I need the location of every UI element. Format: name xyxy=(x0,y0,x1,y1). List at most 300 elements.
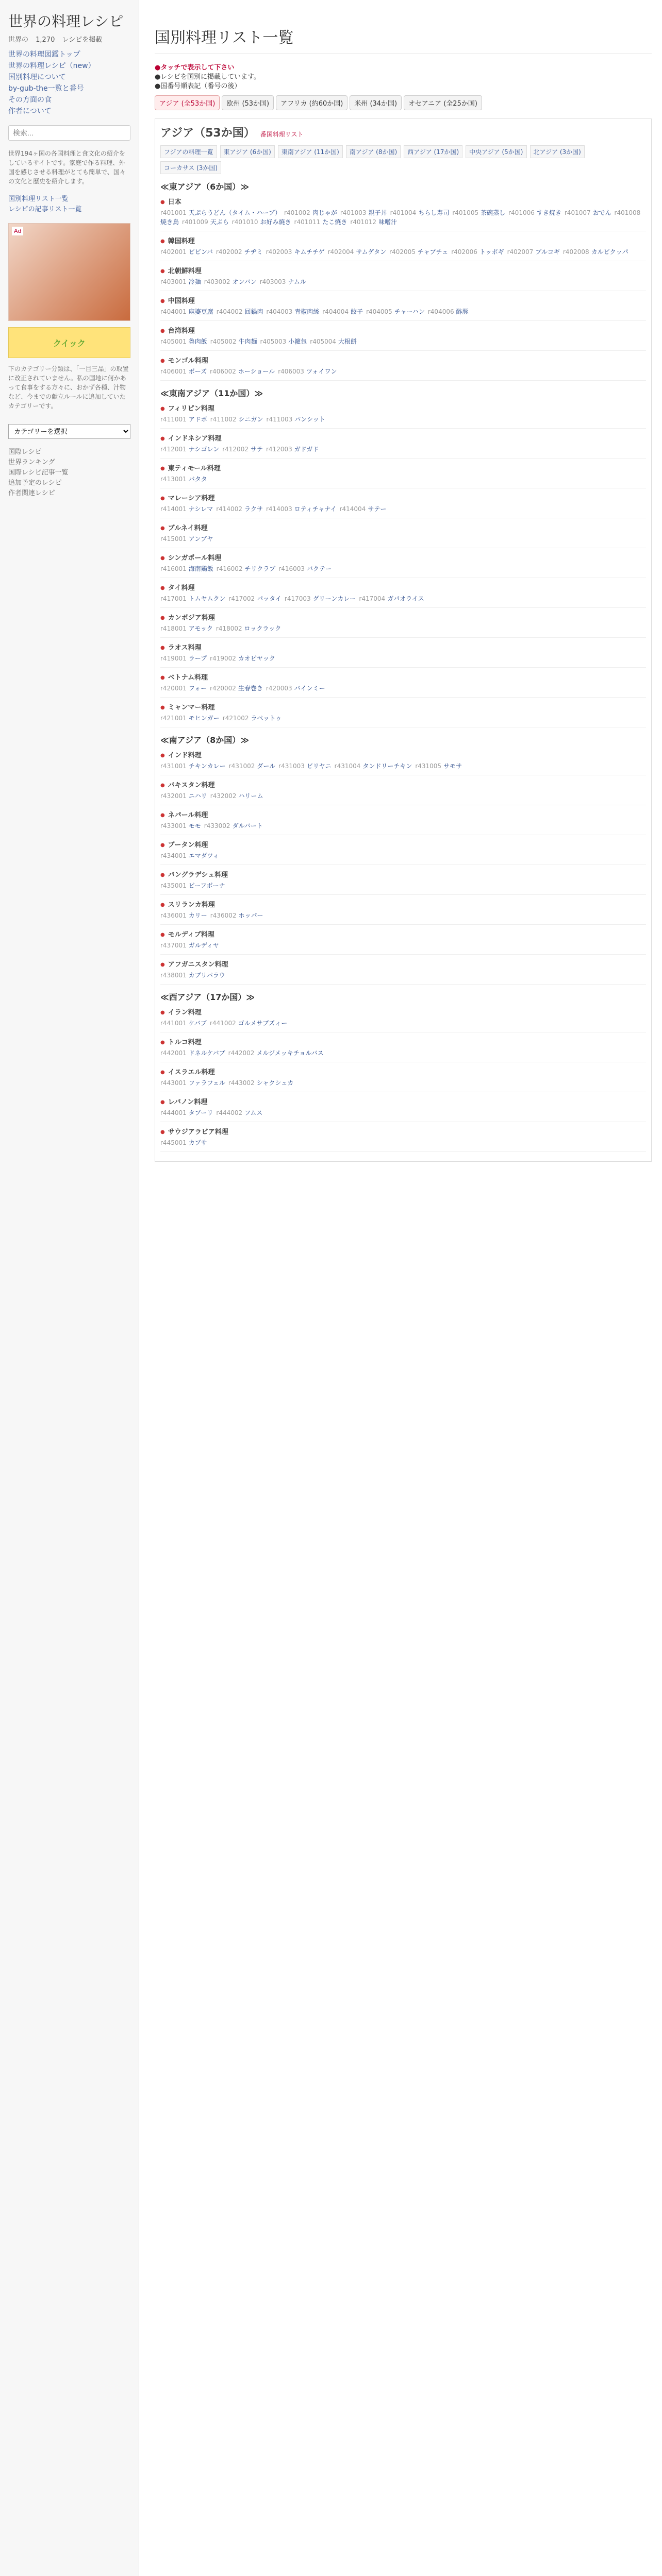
recipe-link[interactable]: 海南鶏飯 xyxy=(188,565,213,572)
site-title[interactable]: 世界の料理レシピ xyxy=(8,13,124,30)
recipe-link[interactable]: キムチチゲ xyxy=(294,248,325,256)
recipe-link[interactable]: アドボ xyxy=(188,416,207,423)
recipe-link[interactable]: 魯肉飯 xyxy=(188,338,207,345)
recipe-link[interactable]: カルビクッパ xyxy=(591,248,628,256)
ad-banner-label: クイック xyxy=(53,338,86,348)
recipe-item[interactable] xyxy=(451,248,504,256)
country-title[interactable]: ● モルディブ料理 xyxy=(160,929,646,939)
recipe-link[interactable]: ちらし寿司 xyxy=(418,209,450,216)
recipe-link[interactable]: ロティチャナイ xyxy=(294,505,337,513)
recipe-link[interactable]: ビリヤニ xyxy=(306,762,332,770)
recipe-item[interactable] xyxy=(267,416,325,423)
recipe-link[interactable]: ゴルメサブズィー xyxy=(238,1020,288,1027)
recipe-list xyxy=(160,474,646,484)
recipe-item[interactable] xyxy=(266,248,325,256)
recipe-link[interactable]: 大根餅 xyxy=(338,338,357,345)
recipe-link[interactable]: 牛肉麺 xyxy=(238,338,257,345)
site-meta-1: 1,270 xyxy=(36,36,55,44)
recipe-item[interactable] xyxy=(160,278,201,285)
recipe-link[interactable]: ファラフェル xyxy=(188,1079,225,1087)
recipe-item[interactable] xyxy=(507,248,560,256)
recipe-link[interactable]: エマダツィ xyxy=(188,852,219,859)
recipe-code: r436002 xyxy=(210,912,237,919)
recipe-code: r416001 xyxy=(160,565,187,572)
divider xyxy=(160,607,646,608)
recipe-item[interactable] xyxy=(210,655,275,662)
recipe-item[interactable] xyxy=(415,762,462,770)
recipe-item[interactable] xyxy=(284,209,337,216)
recipe-item[interactable] xyxy=(563,248,628,256)
recipe-item[interactable] xyxy=(160,476,207,483)
recipe-item[interactable] xyxy=(232,218,291,226)
recipe-item[interactable] xyxy=(216,625,281,632)
recipe-item[interactable] xyxy=(278,565,332,572)
recipe-item[interactable] xyxy=(260,278,306,285)
subnav-link[interactable]: フジアの料理一覧 xyxy=(160,145,217,158)
recipe-code: r441001 xyxy=(160,1020,187,1027)
recipe-item[interactable] xyxy=(216,1109,262,1116)
recipe-link[interactable]: タブーリ xyxy=(188,1109,213,1116)
recipe-code: r401009 xyxy=(182,218,208,226)
recipe-code: r420002 xyxy=(210,685,236,692)
country-title[interactable]: ● インド料理 xyxy=(160,750,646,759)
recipe-link[interactable]: カオピヤック xyxy=(238,655,275,662)
recipe-link[interactable]: モヒンガー xyxy=(188,715,220,722)
recipe-link[interactable]: タンドリーチキン xyxy=(362,762,412,770)
recipe-item[interactable] xyxy=(266,505,337,513)
site-meta-0: 世界の xyxy=(8,36,29,44)
recipe-code: r417002 xyxy=(228,595,255,602)
nav-link[interactable]: by-gub-the一覧と番号 xyxy=(8,84,84,93)
country-title[interactable]: ● ミャンマー料理 xyxy=(160,702,646,711)
recipe-item[interactable] xyxy=(160,446,219,453)
tab-europe[interactable]: 欧州 (53か国) xyxy=(222,95,274,110)
recipe-item[interactable] xyxy=(160,852,219,859)
country-title[interactable]: ● カンボジア料理 xyxy=(160,612,646,622)
divider xyxy=(160,458,646,459)
recipe-code: r401003 xyxy=(340,209,367,216)
recipe-link[interactable]: ホッパー xyxy=(238,912,263,919)
recipe-item[interactable] xyxy=(210,685,263,692)
recipe-code: r404005 xyxy=(366,308,392,315)
recipe-code: r434001 xyxy=(160,852,187,859)
recipe-link[interactable]: チャーハン xyxy=(394,308,425,315)
site-description: 世界194ヶ国の各国料理と食文化の紹介をしているサイトです。家庭で作る料理、外国を感じさせる料理がとても簡単で、国々の文化と歴史を紹介します。 xyxy=(8,150,126,185)
ad-banner[interactable] xyxy=(8,327,130,358)
recipe-item[interactable] xyxy=(160,912,207,919)
country-title[interactable]: ● 東ティモール料理 xyxy=(160,463,646,472)
recipe-item[interactable] xyxy=(310,338,357,345)
nav-link[interactable]: 世界の料理レシピ（new） xyxy=(8,62,95,70)
recipe-code: r435001 xyxy=(160,882,187,889)
recipe-item[interactable] xyxy=(160,625,213,632)
recipe-item[interactable] xyxy=(217,308,263,315)
recipe-link[interactable]: 茶碗蒸し xyxy=(481,209,506,216)
recipe-link[interactable]: 小籠包 xyxy=(288,338,307,345)
recipe-item[interactable] xyxy=(160,972,225,979)
recipe-code: r419001 xyxy=(160,655,187,662)
country-title[interactable]: ● シンガポール料理 xyxy=(160,552,646,562)
recipe-link[interactable]: カブリパラウ xyxy=(188,972,225,979)
subnav-link[interactable]: コーカサス (3か国) xyxy=(160,161,221,174)
recipe-item[interactable] xyxy=(160,942,219,949)
recipe-link[interactable]: 肉じゃが xyxy=(312,209,337,216)
recipe-link[interactable]: ビビンバ xyxy=(188,248,213,256)
recipe-item[interactable] xyxy=(340,209,387,216)
recipe-item[interactable] xyxy=(223,715,282,722)
recipe-item[interactable] xyxy=(160,792,207,800)
recipe-link[interactable]: バクテー xyxy=(307,565,332,572)
divider xyxy=(160,1151,646,1152)
nav-item[interactable] xyxy=(8,106,130,117)
recipe-item[interactable] xyxy=(160,338,207,345)
recipe-item[interactable] xyxy=(160,535,213,543)
recipe-item[interactable] xyxy=(210,1020,287,1027)
recipe-code: r421002 xyxy=(222,715,249,722)
recipe-link[interactable]: チヂミ xyxy=(244,248,263,256)
side-link[interactable]: レシピの記事リスト一覧 xyxy=(8,206,82,213)
recipe-item[interactable] xyxy=(210,792,263,800)
recipe-link[interactable]: ホーショール xyxy=(238,368,275,375)
recipe-code: r412003 xyxy=(266,446,292,453)
recipe-item[interactable] xyxy=(160,248,213,256)
country-title[interactable]: ● イラン料理 xyxy=(160,1007,646,1016)
nav-item[interactable] xyxy=(8,49,130,60)
tab-americas[interactable]: 米州 (34か国) xyxy=(350,95,402,110)
meta-link[interactable]: 追加予定のレシピ xyxy=(8,479,62,487)
nav-item[interactable] xyxy=(8,83,130,94)
recipe-item[interactable] xyxy=(160,822,201,829)
recipe-item[interactable] xyxy=(508,209,561,216)
recipe-item[interactable] xyxy=(160,416,207,423)
recipe-item[interactable] xyxy=(335,762,412,770)
region-badge[interactable]: 番国料理リスト xyxy=(260,131,304,138)
subnav-link[interactable]: 東アジア (6か国) xyxy=(220,145,275,158)
recipe-link[interactable]: トムヤムクン xyxy=(188,595,226,602)
recipe-code: r420003 xyxy=(266,685,292,692)
recipe-item[interactable] xyxy=(160,655,207,662)
country-title[interactable]: ● ブータン料理 xyxy=(160,839,646,849)
region-title: アジア（53か国） xyxy=(160,127,255,140)
country-title[interactable]: ● ブルネイ料理 xyxy=(160,522,646,532)
nav-link[interactable]: 作者について xyxy=(8,107,52,115)
recipe-item[interactable] xyxy=(260,338,307,345)
side-link[interactable]: 国別料理リスト一覧 xyxy=(8,195,69,203)
recipe-item[interactable] xyxy=(350,218,397,226)
recipe-item[interactable] xyxy=(278,762,332,770)
recipe-link[interactable]: おでん xyxy=(592,209,611,216)
recipe-link[interactable]: ツォイワン xyxy=(306,368,337,375)
recipe-item[interactable] xyxy=(452,209,505,216)
recipe-item[interactable] xyxy=(278,368,337,375)
recipe-code: r404006 xyxy=(427,308,454,315)
recipe-item[interactable] xyxy=(160,308,213,315)
category-select[interactable] xyxy=(8,424,130,439)
recipe-item[interactable] xyxy=(210,416,263,423)
country-title[interactable]: ● ベトナム料理 xyxy=(160,672,646,682)
divider xyxy=(160,428,646,429)
country-title[interactable]: ● サウジアラビア料理 xyxy=(160,1126,646,1136)
recipe-link[interactable]: 酢豚 xyxy=(456,308,469,315)
recipe-item[interactable] xyxy=(217,565,276,572)
recipe-item[interactable] xyxy=(160,368,207,375)
recipe-item[interactable] xyxy=(266,446,319,453)
recipe-item[interactable] xyxy=(160,1079,225,1087)
country-title[interactable]: ● ネパール料理 xyxy=(160,809,646,819)
recipe-link[interactable]: ボーズ xyxy=(188,368,207,375)
recipe-code: r444001 xyxy=(160,1109,187,1116)
nav-item[interactable] xyxy=(8,72,130,83)
recipe-link[interactable]: サモサ xyxy=(443,762,462,770)
recipe-code: r403002 xyxy=(204,278,230,285)
recipe-item[interactable] xyxy=(182,218,229,226)
country-title[interactable]: ● インドネシア料理 xyxy=(160,433,646,443)
recipe-link[interactable]: チキンカレー xyxy=(188,762,226,770)
recipe-code: r414003 xyxy=(266,505,292,513)
recipe-item[interactable] xyxy=(267,308,320,315)
recipe-item[interactable] xyxy=(294,218,347,226)
recipe-link[interactable]: ケバブ xyxy=(188,1020,207,1027)
country-title[interactable]: ● 北朝鮮料理 xyxy=(160,265,646,275)
recipe-link[interactable]: ラペットゥ xyxy=(251,715,282,722)
recipe-link[interactable]: ナシゴレン xyxy=(188,446,220,453)
recipe-code: r436001 xyxy=(160,912,187,919)
recipe-item[interactable] xyxy=(204,822,263,829)
meta-link[interactable]: 国際レシピ xyxy=(8,448,42,456)
recipe-link[interactable]: ダルバート xyxy=(232,822,263,829)
recipe-item[interactable] xyxy=(160,715,220,722)
recipe-link[interactable]: プルコギ xyxy=(535,248,560,256)
nav-item[interactable] xyxy=(8,60,130,72)
nav-link[interactable]: その方面の食 xyxy=(8,96,52,104)
recipe-link[interactable]: ドネルケバブ xyxy=(188,1049,225,1057)
recipe-link[interactable]: 冷麺 xyxy=(188,278,201,285)
recipe-item[interactable] xyxy=(216,248,263,256)
recipe-link[interactable]: お好み焼き xyxy=(260,218,291,226)
country-title[interactable]: ● バングラデシュ料理 xyxy=(160,869,646,879)
recipe-item[interactable] xyxy=(160,505,213,513)
recipe-link[interactable]: シャクシュカ xyxy=(256,1079,294,1087)
recipe-item[interactable] xyxy=(210,368,275,375)
recipe-link[interactable]: 天ぷらうどん（タイム・ハーブ） xyxy=(188,209,282,216)
recipe-item[interactable] xyxy=(328,248,387,256)
recipe-link[interactable]: 麻婆豆腐 xyxy=(188,308,213,315)
recipe-link[interactable]: バタタ xyxy=(188,476,207,483)
recipe-item[interactable] xyxy=(210,912,263,919)
recipe-link[interactable]: グリーンカレー xyxy=(312,595,356,602)
recipe-code: r402007 xyxy=(507,248,534,256)
country-title[interactable]: ● 韓国料理 xyxy=(160,235,646,245)
nav-item[interactable] xyxy=(8,94,130,106)
recipe-item[interactable] xyxy=(160,209,281,216)
country-title[interactable]: ● マレーシア料理 xyxy=(160,493,646,502)
recipe-link[interactable]: 親子丼 xyxy=(368,209,387,216)
recipe-code: r401002 xyxy=(284,209,310,216)
recipe-link[interactable]: 味噌汁 xyxy=(378,218,398,226)
recipe-link[interactable]: オンバン xyxy=(232,278,257,285)
recipe-item[interactable] xyxy=(285,595,356,602)
recipe-link[interactable]: メルジメッキチョルバス xyxy=(256,1049,324,1057)
country-title[interactable]: ● パキスタン料理 xyxy=(160,779,646,789)
recipe-code: r433001 xyxy=(160,822,187,829)
recipe-link[interactable]: 青椒肉絲 xyxy=(294,308,320,315)
recipe-link[interactable]: たこ焼き xyxy=(322,218,347,226)
country-title[interactable]: ● 台湾料理 xyxy=(160,325,646,335)
recipe-item[interactable] xyxy=(160,565,213,572)
recipe-link[interactable]: サテ xyxy=(250,446,263,453)
recipe-link[interactable]: チリクラブ xyxy=(244,565,276,572)
recipe-item[interactable] xyxy=(160,1139,207,1146)
recipe-item[interactable] xyxy=(160,1049,225,1057)
recipe-link[interactable]: ガドガド xyxy=(294,446,319,453)
recipe-code: r431001 xyxy=(160,762,187,770)
recipe-link[interactable]: すき焼き xyxy=(536,209,561,216)
recipe-code: r417003 xyxy=(284,595,311,602)
recipe-list xyxy=(160,445,646,454)
recipe-link[interactable]: アモック xyxy=(188,625,213,632)
notice-title: ●タッチで表示して下さい xyxy=(155,64,235,72)
recipe-list xyxy=(160,208,646,227)
recipe-link[interactable]: 餃子 xyxy=(351,308,363,315)
recipe-link[interactable]: ニハリ xyxy=(188,792,207,800)
search-input[interactable] xyxy=(8,125,130,141)
recipe-item[interactable] xyxy=(366,308,425,315)
recipe-item[interactable] xyxy=(565,209,611,216)
recipe-link[interactable]: フムス xyxy=(244,1109,263,1116)
recipe-link[interactable]: ビーフボーナ xyxy=(188,882,225,889)
page-title: 国別料理リスト一覧 xyxy=(155,25,652,54)
recipe-link[interactable]: モモ xyxy=(188,822,201,829)
subnav-link[interactable]: 東南アジア (11か国) xyxy=(278,145,343,158)
recipe-link[interactable]: アンブヤ xyxy=(188,535,213,543)
side-link-item[interactable] xyxy=(8,194,130,205)
recipe-item[interactable] xyxy=(222,446,263,453)
recipe-code: r414002 xyxy=(216,505,242,513)
divider xyxy=(160,637,646,638)
recipe-link[interactable]: 天ぷら xyxy=(210,218,229,226)
recipe-item[interactable] xyxy=(160,685,207,692)
recipe-code: r404002 xyxy=(216,308,243,315)
recipe-link[interactable]: 回鍋肉 xyxy=(244,308,263,315)
meta-link[interactable]: 世界ランキング xyxy=(8,459,55,466)
recipe-link[interactable]: ハリーム xyxy=(238,792,263,800)
country-title[interactable]: ● タイ料理 xyxy=(160,582,646,592)
recipe-link[interactable]: ガパオライス xyxy=(387,595,424,602)
recipe-item[interactable] xyxy=(204,278,257,285)
recipe-link[interactable]: ガルディヤ xyxy=(188,942,219,949)
country-title[interactable]: ● レバノン料理 xyxy=(160,1096,646,1106)
country-title[interactable]: ● モンゴル料理 xyxy=(160,355,646,365)
recipe-link[interactable]: ナムル xyxy=(288,278,306,285)
country-title[interactable]: ● スリランカ料理 xyxy=(160,899,646,909)
recipe-list xyxy=(160,911,646,920)
recipe-code: r402005 xyxy=(389,248,416,256)
recipe-item[interactable] xyxy=(210,338,257,345)
subnav-link[interactable]: 中央アジア (5か国) xyxy=(466,145,526,158)
recipe-link[interactable]: チャプチェ xyxy=(417,248,449,256)
meta-link[interactable]: 作者関連レシピ xyxy=(8,489,55,497)
recipe-code: r431005 xyxy=(415,762,442,770)
recipe-item[interactable] xyxy=(228,595,282,602)
recipe-item[interactable] xyxy=(160,1020,207,1027)
recipe-list xyxy=(160,367,646,376)
country-title[interactable]: ● アフガニスタン料理 xyxy=(160,959,646,969)
country-title[interactable]: ● 日本 xyxy=(160,196,646,206)
recipe-item[interactable] xyxy=(160,762,226,770)
recipe-item[interactable] xyxy=(160,1109,213,1116)
recipe-link[interactable]: サムゲタン xyxy=(356,248,387,256)
tab-asia[interactable]: アジア (全53か国) xyxy=(155,95,220,110)
recipe-link[interactable]: サテー xyxy=(368,505,387,513)
country-title[interactable]: ● イスラエル料理 xyxy=(160,1066,646,1076)
recipe-code: r416003 xyxy=(278,565,305,572)
recipe-code: r413001 xyxy=(160,476,187,483)
nav-link[interactable]: 世界の料理図鑑トップ xyxy=(8,50,80,59)
recipe-item[interactable] xyxy=(389,248,448,256)
subnav-link[interactable]: 北アジア (3か国) xyxy=(530,145,585,158)
recipe-item[interactable] xyxy=(340,505,387,513)
recipe-item[interactable] xyxy=(229,762,276,770)
recipe-link[interactable]: バインミー xyxy=(294,685,325,692)
recipe-item[interactable] xyxy=(266,685,325,692)
sidebar-nav xyxy=(8,49,130,117)
recipe-item[interactable] xyxy=(160,595,225,602)
recipe-link[interactable]: ラクサ xyxy=(244,505,263,513)
recipe-link[interactable]: 焼き鳥 xyxy=(160,218,179,226)
recipe-item[interactable] xyxy=(216,505,263,513)
subnav-link[interactable]: 南アジア (8か国) xyxy=(346,145,401,158)
recipe-link[interactable]: カブサ xyxy=(188,1139,207,1146)
recipe-link[interactable]: パッタイ xyxy=(257,595,282,602)
recipe-link[interactable]: パンシット xyxy=(294,416,325,423)
country-title[interactable]: ● トルコ料理 xyxy=(160,1037,646,1046)
recipe-link[interactable]: ナシレマ xyxy=(188,505,213,513)
country-title[interactable]: ● 中国料理 xyxy=(160,295,646,305)
country-title[interactable]: ● ラオス料理 xyxy=(160,642,646,652)
recipe-item[interactable] xyxy=(428,308,469,315)
recipe-link[interactable]: ダール xyxy=(257,762,276,770)
recipe-link[interactable]: ラープ xyxy=(188,655,207,662)
region-header xyxy=(160,124,646,140)
divider xyxy=(160,697,646,698)
recipe-item[interactable] xyxy=(160,882,225,889)
recipe-item[interactable] xyxy=(359,595,424,602)
recipe-list xyxy=(160,654,646,663)
recipe-code: r411001 xyxy=(160,416,187,423)
recipe-item[interactable] xyxy=(390,209,450,216)
recipe-link[interactable]: トッポギ xyxy=(479,248,504,256)
recipe-item[interactable] xyxy=(228,1079,293,1087)
recipe-link[interactable]: シニガン xyxy=(238,416,263,423)
side-link-item[interactable] xyxy=(8,205,130,215)
ad-image[interactable] xyxy=(8,223,130,321)
tab-oceania[interactable]: オセアニア (全25か国) xyxy=(404,95,482,110)
recipe-item[interactable] xyxy=(228,1049,324,1057)
recipe-link[interactable]: カリー xyxy=(188,912,207,919)
divider xyxy=(160,894,646,895)
recipe-code: r405002 xyxy=(210,338,237,345)
nav-link[interactable]: 国別料理について xyxy=(8,73,66,81)
subnav-link[interactable]: 西アジア (17か国) xyxy=(404,145,462,158)
country-title[interactable]: ● フィリピン料理 xyxy=(160,403,646,413)
tab-africa[interactable]: アフリカ (約60か国) xyxy=(276,95,347,110)
recipe-link[interactable]: 生春巻き xyxy=(238,685,263,692)
recipe-code: r443001 xyxy=(160,1079,187,1087)
meta-link[interactable]: 国際レシピ記事一覧 xyxy=(8,469,69,477)
recipe-link[interactable]: フォー xyxy=(188,685,207,692)
recipe-link[interactable]: ロックラック xyxy=(244,625,282,632)
recipe-item[interactable] xyxy=(322,308,363,315)
